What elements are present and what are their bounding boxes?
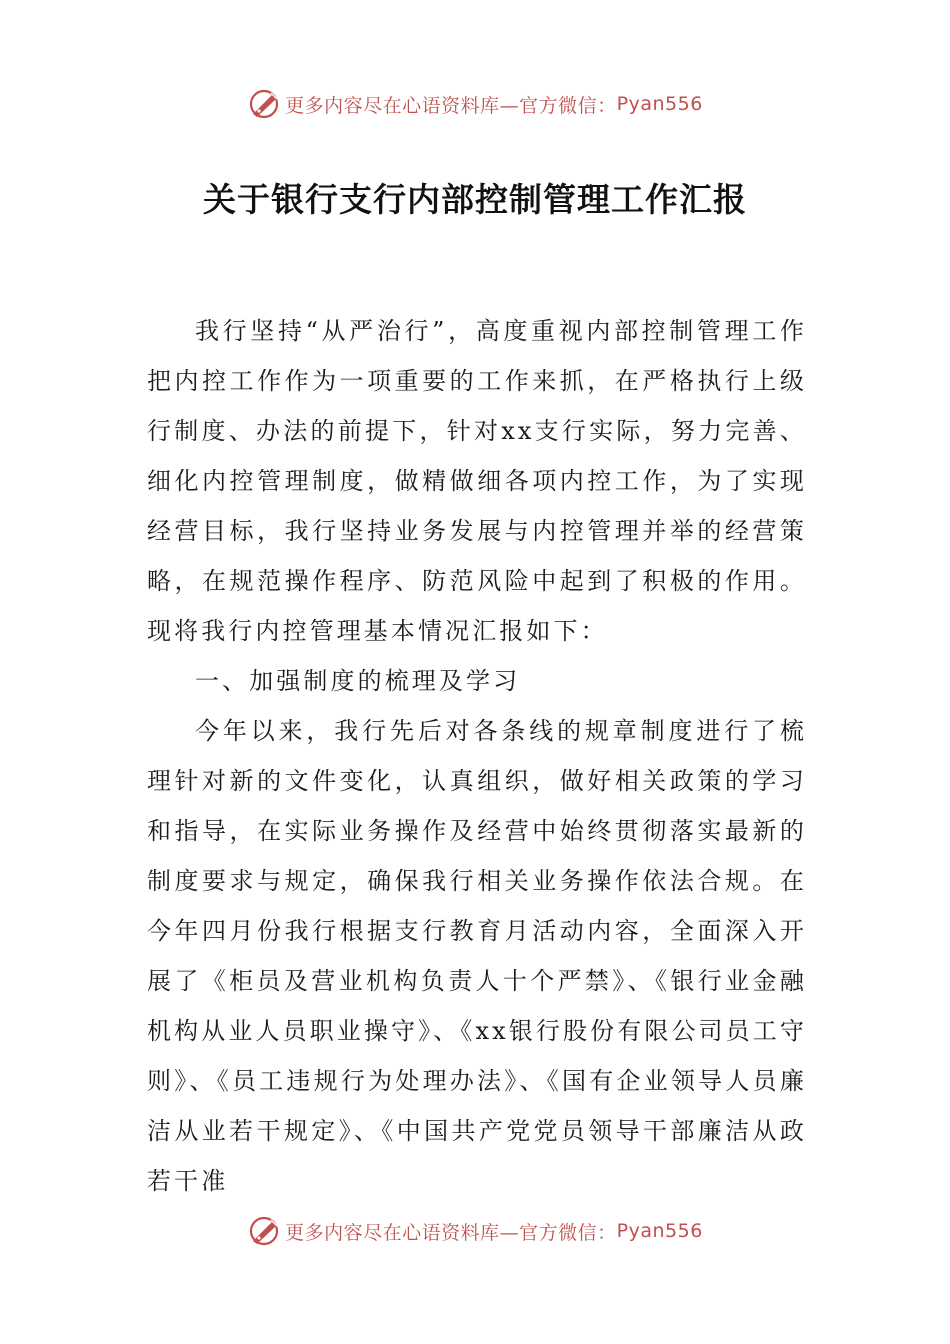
watermark-text: 更多内容尽在心语资料库—官方微信：	[285, 94, 617, 117]
pen-nib-circle-icon	[247, 1214, 281, 1248]
pen-nib-circle-icon	[247, 87, 281, 121]
section-heading: 一、加强制度的梳理及学习	[195, 667, 521, 695]
intro-paragraph: 我行坚持“从严治行”，高度重视内部控制管理工作把内控工作作为一项重要的工作来抓，在严格执行上级行制度、办法的前提下，针对xx支行实际，努力完善、细化内控管理制度，做精做细各项内控工作，为了实现经营目标，我行坚持业务发展与内控管理并举的经营策略，在规范操作程序、防范风险中起到了积极的作用。现将我行内控管理基本情况汇报如下：	[147, 317, 807, 645]
watermark-banner-top	[0, 84, 950, 124]
watermark-handle: Pyan556	[616, 93, 703, 115]
document-title: 关于银行支行内部控制管理工作汇报	[203, 180, 747, 219]
watermark-handle: Pyan556	[616, 1220, 703, 1242]
section-paragraph: 今年以来，我行先后对各条线的规章制度进行了梳理针对新的文件变化，认真组织，做好相关政策的学习和指导，在实际业务操作及经营中始终贯彻落实最新的制度要求与规定，确保我行相关业务操作依法合规。在今年四月份我行根据支行教育月活动内容，全面深入开展了《柜员及营业机构负责人十个严禁》、《银行业金融机构从业人员职业操守》、《xx银行股份有限公司员工守则》、《员工违规行为处理办法》、《国有企业领导人员廉洁从业若干规定》、《中国共产党党员领导干部廉洁从政若干准	[147, 717, 807, 1195]
document-body	[147, 306, 807, 1206]
watermark-banner-bottom	[0, 1211, 950, 1251]
watermark-text: 更多内容尽在心语资料库—官方微信：	[285, 1221, 617, 1244]
